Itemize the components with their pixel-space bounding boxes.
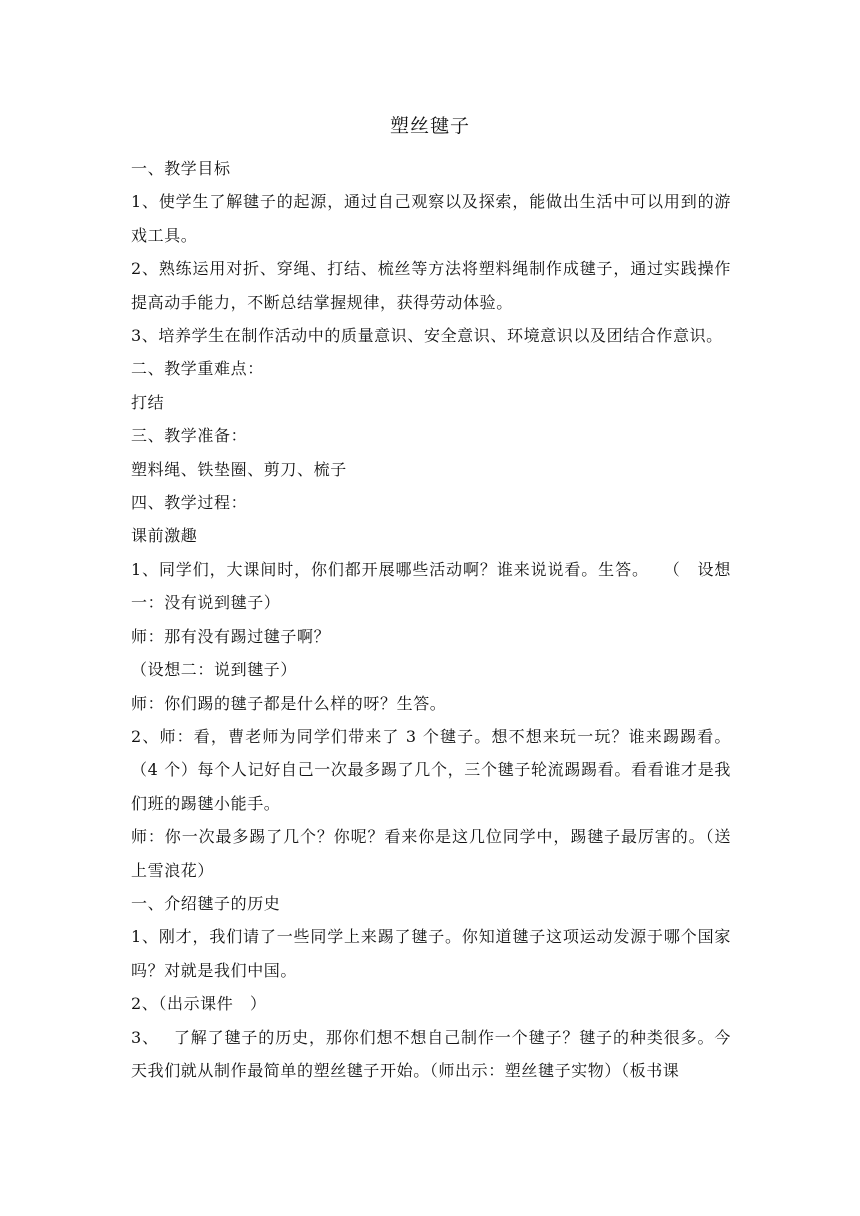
subheading-warmup: 课前激趣 bbox=[131, 526, 198, 546]
history-paragraph: 3、 了解了毽子的历史，那你们想不想自己制作一个毽子？毽子的种类很多。今天我们就从制作最简单的塑丝毽子开始。（师出示：塑丝毽子实物）（板书课 bbox=[131, 1027, 731, 1080]
preparation-text: 塑料绳、铁垫圈、剪刀、梳子 bbox=[131, 459, 347, 479]
process-paragraph: 师：那有没有踢过毽子啊？ bbox=[131, 626, 331, 646]
document-body bbox=[131, 152, 731, 1087]
document-title: 塑丝毽子 bbox=[389, 115, 470, 137]
history-paragraph: 1、刚才，我们请了一些同学上来踢了毽子。你知道毽子这项运动发源于哪个国家吗？对就是我们中国。 bbox=[131, 927, 731, 980]
heading-history: 一、介绍毽子的历史 bbox=[131, 893, 281, 913]
process-paragraph: 师：你们踢的毽子都是什么样的呀？生答。 bbox=[131, 693, 447, 713]
process-paragraph: 1、同学们，大课间时，你们都开展哪些活动啊？谁来说说看。生答。 （ 设想一：没有说到毽子） bbox=[131, 559, 731, 613]
process-paragraph: 师：你一次最多踢了几个？你呢？看来你是这几位同学中，踢毽子最厉害的。（送上雪浪花） bbox=[131, 827, 731, 880]
history-paragraph: 2、（出示课件 ） bbox=[131, 994, 267, 1014]
heading-preparation: 三、教学准备： bbox=[131, 426, 248, 446]
goal-item-1: 1、使学生了解毽子的起源，通过自己观察以及探索，能做出生活中可以用到的游戏工具。 bbox=[131, 192, 731, 245]
goal-item-3: 3、培养学生在制作活动中的质量意识、安全意识、环境意识以及团结合作意识。 bbox=[131, 326, 723, 346]
process-paragraph: （设想二：说到毽子） bbox=[131, 660, 298, 680]
heading-process: 四、教学过程： bbox=[131, 493, 248, 513]
process-paragraph: 2、师：看，曹老师为同学们带来了 3 个毽子。想不想来玩一玩？谁来踢踢看。（4 个）每个人记好自己一次最多踢了几个，三个毽子轮流踢踢看。看看谁才是我们班的踢毽小能手。 bbox=[131, 726, 731, 813]
key-difficulty-text: 打结 bbox=[131, 392, 165, 412]
goal-item-2: 2、熟练运用对折、穿绳、打结、梳丝等方法将塑料绳制作成毽子，通过实践操作提高动手能力，不断总结掌握规律，获得劳动体验。 bbox=[131, 259, 731, 312]
heading-teaching-goals: 一、教学目标 bbox=[131, 159, 231, 178]
heading-key-difficulties: 二、教学重难点： bbox=[131, 359, 264, 379]
